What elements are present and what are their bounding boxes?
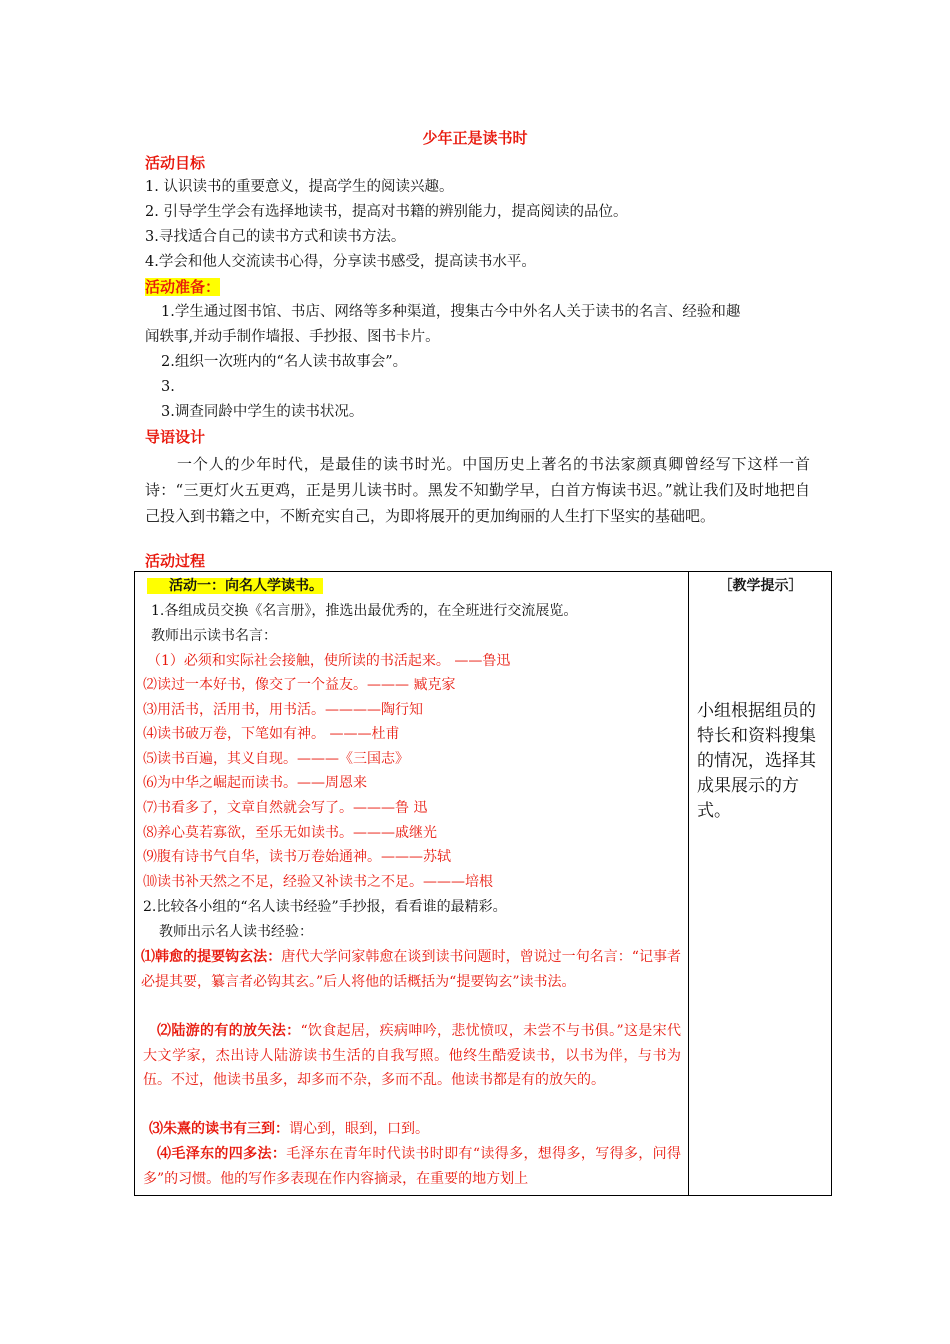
- quote-4: ⑷读书破万卷，下笔如有神。 ———杜甫: [143, 726, 400, 742]
- teacher-quotes-label: 教师出示读书名言：: [151, 628, 277, 644]
- method-1-name: ⑴韩愈的提要钩玄法：: [141, 949, 282, 965]
- prep-item-3: 3.: [161, 379, 175, 395]
- goal-item-1: 1. 认识读书的重要意义，提高学生的阅读兴趣。: [145, 179, 454, 195]
- quote-5: ⑸读书百遍，其义自现。———《三国志》: [143, 751, 409, 767]
- quote-3: ⑶用活书，活用书，用书活。————陶行知: [143, 702, 423, 718]
- activity-1-title-text: 活动一：向名人学读书。: [147, 578, 323, 594]
- method-4: [143, 1142, 681, 1192]
- prep-heading-text: 活动准备：: [145, 278, 221, 296]
- quote-7: ⑺书看多了，文章自然就会写了。———鲁 迅: [143, 800, 428, 816]
- quote-10: ⑽读书补天然之不足，经验又补读书之不足。———培根: [143, 874, 493, 890]
- table-column-divider: [688, 572, 689, 1195]
- intro-heading: 导语设计: [145, 428, 206, 446]
- prep-heading: [145, 276, 220, 297]
- method-2: [143, 1019, 681, 1093]
- goal-item-4: 4.学会和他人交流读书心得，分享读书感受，提高读书水平。: [145, 254, 536, 270]
- process-heading: 活动过程: [145, 552, 206, 570]
- step-2: 2.比较各小组的“名人读书经验”手抄报，看看谁的最精彩。: [143, 899, 507, 915]
- method-3-text: 谓心到，眼到，口到。: [289, 1121, 429, 1137]
- quote-1: （1）必须和实际社会接触，使所读的书活起来。 ——鲁迅: [147, 653, 511, 669]
- prep-item-2: 2.组织一次班内的“名人读书故事会”。: [161, 354, 408, 370]
- method-2-text: “饮食起居，疾病呻吟，悲忧愤叹，未尝不与书俱。”这是宋代大文学家，杰出诗人陆游读书生活的自我写照。他终生酷爱读书，以书为伴，与书为伍。不过，他读书虽多，却多而不杂，多而不乱。他读书都是有的放矢的。: [143, 1023, 681, 1088]
- activity-table: [134, 571, 832, 1196]
- method-4-text: 毛泽东在青年时代读书时即有“读得多，想得多，写得多，问得多”的习惯。他的写作多表现在作内容摘录，在重要的地方划上: [143, 1146, 681, 1187]
- prep-item-1-cont: 闻轶事,并动手制作墙报、手抄报、图书卡片。: [145, 329, 440, 345]
- goal-item-3: 3.寻找适合自己的读书方式和读书方法。: [145, 229, 406, 245]
- quote-9: ⑼腹有诗书气自华，读书万卷始通神。———苏轼: [143, 849, 451, 865]
- quote-2: ⑵读过一本好书，像交了一个益友。——— 臧克家: [143, 677, 456, 693]
- goals-heading: 活动目标: [145, 154, 206, 172]
- method-3: [149, 1117, 687, 1142]
- quote-6: ⑹为中华之崛起而读书。——周恩来: [143, 775, 367, 791]
- prep-item-4: 3.调查同龄中学生的读书状况。: [161, 404, 364, 420]
- method-4-name: ⑷毛泽东的四多法：: [157, 1146, 287, 1162]
- teaching-hint-heading: ［教学提示］: [718, 578, 803, 594]
- teacher-exp-label: 教师出示名人读书经验：: [159, 924, 313, 940]
- activity-1-title: [147, 574, 685, 599]
- document-title: 少年正是读书时: [422, 129, 528, 147]
- goal-item-2: 2. 引导学生学会有选择地读书，提高对书籍的辨别能力，提高阅读的品位。: [145, 204, 628, 220]
- method-1: [141, 945, 681, 994]
- method-1-text: 唐代大学问家韩愈在谈到读书问题时，曾说过一句名言：“记事者必提其要，纂言者必钩其玄。”后人将他的话概括为“提要钩玄”读书法。: [141, 949, 682, 990]
- step-1: 1.各组成员交换《名言册》，推选出最优秀的，在全班进行交流展览。: [151, 603, 578, 619]
- prep-item-1: 1.学生通过图书馆、书店、网络等多种渠道，搜集古今中外名人关于读书的名言、经验和趣: [161, 304, 741, 320]
- method-3-name: ⑶朱熹的读书有三到：: [149, 1121, 289, 1137]
- intro-paragraph: 一个人的少年时代，是最佳的读书时光。中国历史上著名的书法家颜真卿曾经写下这样一首诗：“三更灯火五更鸡，正是男儿读书时。黑发不知勤学早，白首方悔读书迟。”就让我们及时地把自己投入到书籍之中，不断充实自己，为即将展开的更加绚丽的人生打下坚实的基础吧。: [145, 455, 810, 525]
- method-2-name: ⑵陆游的有的放矢法：: [157, 1023, 301, 1039]
- quote-8: ⑻养心莫若寡欲，至乐无如读书。———戚继光: [143, 825, 437, 841]
- teaching-hint-text: 小组根据组员的特长和资料搜集的情况，选择其成果展示的方式。: [697, 701, 816, 821]
